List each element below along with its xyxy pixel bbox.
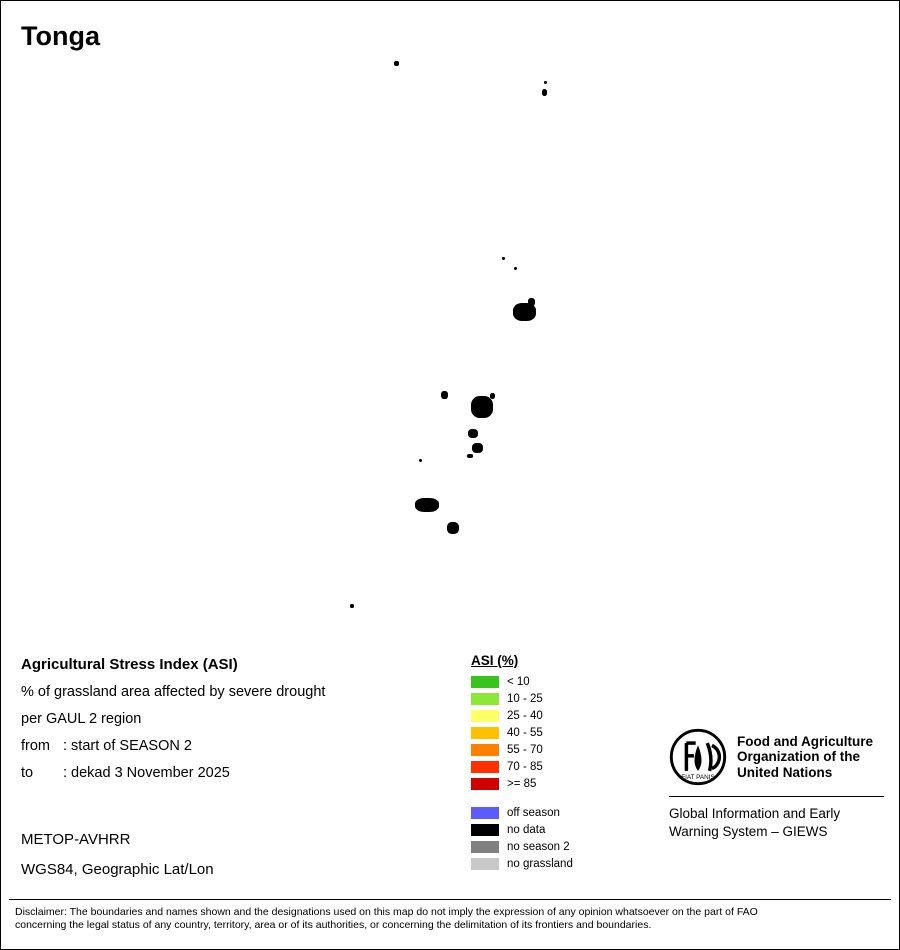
asi-legend-class-row xyxy=(471,724,671,741)
info-from-label: from xyxy=(21,738,50,754)
sensor-name: METOP-AVHRR xyxy=(21,831,131,848)
island-shape xyxy=(514,267,517,270)
asi-legend-class-row xyxy=(471,758,671,775)
asi-legend-extra-row xyxy=(471,838,671,855)
island-shape xyxy=(419,459,422,462)
island-shape xyxy=(467,454,473,458)
asi-legend-class-swatch xyxy=(471,778,499,790)
legend-spacer xyxy=(471,792,671,804)
asi-legend-extra xyxy=(471,804,671,872)
asi-legend-extra-label: no data xyxy=(507,823,546,836)
asi-legend-classes xyxy=(471,673,671,792)
fao-org-line-3: United Nations xyxy=(737,764,833,780)
giews-text xyxy=(669,805,884,841)
asi-legend-class-swatch xyxy=(471,727,499,739)
asi-legend-class-swatch xyxy=(471,710,499,722)
island-shape xyxy=(490,393,495,399)
asi-legend-class-label: 10 - 25 xyxy=(507,692,543,705)
island-shape xyxy=(471,396,493,418)
island-shape xyxy=(468,429,478,438)
asi-legend-class-row xyxy=(471,775,671,792)
island-shape xyxy=(350,604,354,608)
asi-legend-class-swatch xyxy=(471,744,499,756)
island-shape xyxy=(415,498,439,512)
island-shape xyxy=(502,257,505,260)
asi-legend-class-label: 25 - 40 xyxy=(507,709,543,722)
info-heading: Agricultural Stress Index (ASI) xyxy=(21,656,238,673)
asi-legend-class-label: >= 85 xyxy=(507,777,537,790)
asi-legend-class-label: 70 - 85 xyxy=(507,760,543,773)
giews-line-1: Global Information and Early xyxy=(669,806,841,821)
fao-divider xyxy=(669,796,884,797)
asi-legend-extra-row xyxy=(471,821,671,838)
disclaimer-line-1: Disclaimer: The boundaries and names shown and the designations used on this map do not imply the expression of any opinion whatsoever on the part of FAO xyxy=(15,906,758,918)
asi-legend-class-row xyxy=(471,673,671,690)
asi-legend-extra-row xyxy=(471,804,671,821)
projection-name: WGS84, Geographic Lat/Lon xyxy=(21,861,214,878)
island-shape xyxy=(447,522,459,534)
asi-legend-class-swatch xyxy=(471,761,499,773)
map-info-block xyxy=(21,656,451,792)
asi-legend-class-swatch xyxy=(471,676,499,688)
asi-legend-extra-row xyxy=(471,855,671,872)
island-shape xyxy=(528,298,535,306)
asi-legend-extra-swatch xyxy=(471,824,499,836)
fao-logo-icon xyxy=(669,728,727,786)
fao-org-line-1: Food and Agriculture xyxy=(737,733,873,749)
info-from-row xyxy=(21,738,451,754)
asi-legend-extra-label: no grassland xyxy=(507,857,573,870)
svg-text:FIAT PANIS: FIAT PANIS xyxy=(681,774,715,782)
asi-legend-class-row xyxy=(471,741,671,758)
asi-legend xyxy=(471,653,671,872)
info-subtitle-1: % of grassland area affected by severe drought xyxy=(21,684,326,700)
asi-legend-class-label: < 10 xyxy=(507,675,530,688)
fao-organization-name xyxy=(737,734,873,781)
asi-legend-class-label: 40 - 55 xyxy=(507,726,543,739)
island-shape xyxy=(544,81,547,84)
island-shape xyxy=(394,61,399,66)
asi-legend-extra-swatch xyxy=(471,858,499,870)
asi-legend-extra-swatch xyxy=(471,841,499,853)
asi-legend-class-label: 55 - 70 xyxy=(507,743,543,756)
asi-legend-extra-label: off season xyxy=(507,806,560,819)
island-shape xyxy=(472,443,483,453)
asi-legend-title: ASI (%) xyxy=(471,653,519,668)
info-subtitle-2: per GAUL 2 region xyxy=(21,711,142,727)
page-title: Tonga xyxy=(21,21,100,51)
info-to-value: : dekad 3 November 2025 xyxy=(63,765,230,781)
asi-legend-class-row xyxy=(471,690,671,707)
island-shape xyxy=(542,89,547,96)
disclaimer-line-2: concerning the legal status of any country, territory, area or of its authorities, or concerning the delimitation of its frontiers and boundaries. xyxy=(15,919,652,931)
info-from-value: : start of SEASON 2 xyxy=(63,738,192,754)
map-canvas xyxy=(1,1,900,641)
sensor-block xyxy=(21,831,214,891)
giews-line-2: Warning System – GIEWS xyxy=(669,824,828,839)
disclaimer-separator xyxy=(9,899,891,900)
disclaimer xyxy=(15,906,885,932)
asi-legend-class-swatch xyxy=(471,693,499,705)
info-to-row xyxy=(21,765,451,781)
fao-top-row xyxy=(669,728,884,786)
asi-legend-class-row xyxy=(471,707,671,724)
asi-legend-extra-swatch xyxy=(471,807,499,819)
fao-org-line-2: Organization of the xyxy=(737,749,860,765)
info-to-label: to xyxy=(21,765,34,781)
island-shape xyxy=(441,391,448,399)
fao-branding xyxy=(669,728,884,841)
asi-legend-extra-label: no season 2 xyxy=(507,840,570,853)
